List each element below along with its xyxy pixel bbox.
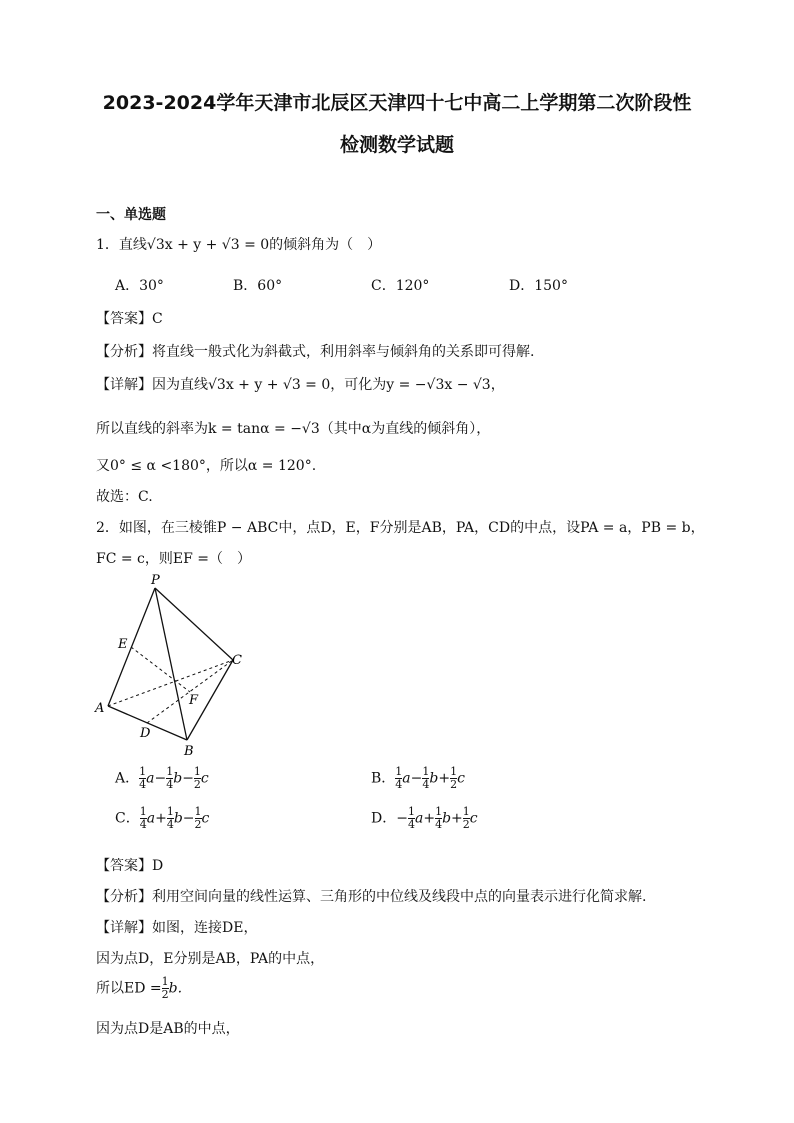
analysis-text: 利用空间向量的线性运算、三角形的中位线及线段中点的向量表示进行化简求解. [152, 889, 647, 905]
fraction: $\frac{1}{4}$ [407, 805, 415, 831]
option-letter: C． [115, 810, 140, 827]
label-e: E [118, 637, 128, 652]
q2-answer [96, 855, 163, 875]
q2-analysis [96, 886, 646, 906]
q1-option-b: B．60° [233, 278, 283, 294]
analysis-text: 将直线一般式化为斜截式，利用斜率与倾斜角的关系即可得解. [152, 344, 535, 360]
q2-option-a: A． $\frac{1}{4}$ a− $\frac{1}{4}$ b− $\frac{1}{2}$ c [115, 765, 209, 791]
q1-option-d: D．150° [509, 278, 568, 294]
fraction: $\frac{1}{2}$ [193, 765, 201, 791]
q1-answer [96, 308, 163, 328]
fraction: $\frac{1}{2}$ [450, 765, 458, 791]
answer-value: C [152, 311, 163, 327]
section-heading: 一、单选题 [96, 207, 166, 223]
segment-ef [131, 647, 190, 692]
answer-value: D [152, 858, 164, 874]
q2-option-c: C． $\frac{1}{4}$ a+ $\frac{1}{4}$ b− $\frac{1}{2}$ c [115, 805, 210, 831]
fraction: $\frac{1}{4}$ [422, 765, 430, 791]
q1-option-a: A．30° [115, 278, 164, 294]
fraction: $\frac{1}{4}$ [395, 765, 403, 791]
q2-stem-line1: 2．如图，在三棱锥P − ABC中，点D，E，F分别是AB，PA，CD的中点，设PA = a，PB = b， [96, 520, 705, 536]
detail-text: 如图，连接DE， [152, 920, 258, 936]
doc-title-line1: 2023-2024学年天津市北辰区天津四十七中高二上学期第二次阶段性 [102, 92, 692, 114]
q2-detail [96, 917, 257, 937]
analysis-tag: 【分析】 [96, 344, 152, 360]
fraction: $\frac{1}{2}$ [161, 975, 169, 1001]
label-f: F [189, 693, 199, 708]
q1-analysis [96, 341, 534, 361]
fraction: $\frac{1}{4}$ [139, 805, 147, 831]
q1-conclusion: 故选：C. [96, 489, 153, 505]
fraction: $\frac{1}{4}$ [166, 805, 174, 831]
q2-stem-line2: FC = c，则EF =（ ） [96, 551, 252, 567]
detail-text: 因为直线√3x + y + √3 = 0，可化为y = −√3x − √3， [152, 377, 505, 393]
doc-title-line2: 检测数学试题 [339, 134, 454, 156]
q2-option-b: B． $\frac{1}{4}$ a− $\frac{1}{4}$ b+ $\frac{1}{2}$ c [371, 765, 465, 791]
edge-ac [108, 660, 233, 706]
analysis-tag: 【分析】 [96, 889, 152, 905]
option-letter: D． [371, 810, 397, 827]
q1-detail [96, 374, 505, 394]
q2-detail-line4: 因为点D是AB的中点， [96, 1021, 240, 1037]
q1-detail-line2: 所以直线的斜率为k = tanα = −√3（其中α为直线的倾斜角）， [96, 421, 491, 437]
q1-option-c: C．120° [371, 278, 430, 294]
tetrahedron-figure [90, 568, 260, 763]
q2-option-d: D．− $\frac{1}{4}$ a+ $\frac{1}{4}$ b+ $\frac{1}{2}$ c [371, 805, 478, 831]
fraction: $\frac{1}{4}$ [435, 805, 443, 831]
label-p: P [151, 573, 160, 588]
edge-pc [155, 588, 233, 660]
fraction: $\frac{1}{2}$ [194, 805, 202, 831]
edge-pb [155, 588, 187, 740]
label-c: C [232, 653, 242, 668]
detail-tag: 【详解】 [96, 920, 152, 936]
q1-stem: 1．直线√3x + y + √3 = 0的倾斜角为（ ） [96, 237, 382, 253]
q1-detail-line3: 又0° ≤ α <180°，所以α = 120°. [96, 458, 317, 474]
fraction: $\frac{1}{4}$ [166, 765, 174, 791]
label-d: D [140, 726, 151, 741]
label-a: A [95, 701, 105, 716]
fraction: $\frac{1}{4}$ [139, 765, 147, 791]
detail-tag: 【详解】 [96, 377, 152, 393]
option-letter: B． [371, 770, 396, 787]
label-b: B [184, 744, 194, 759]
fraction: $\frac{1}{2}$ [462, 805, 470, 831]
option-letter: A． [115, 770, 140, 787]
answer-tag: 【答案】 [96, 311, 152, 327]
q2-detail-line3: 所以ED = $\frac{1}{2}$ b. [96, 975, 183, 1001]
answer-tag: 【答案】 [96, 858, 152, 874]
q2-detail-line2: 因为点D，E分别是AB，PA的中点， [96, 951, 325, 967]
